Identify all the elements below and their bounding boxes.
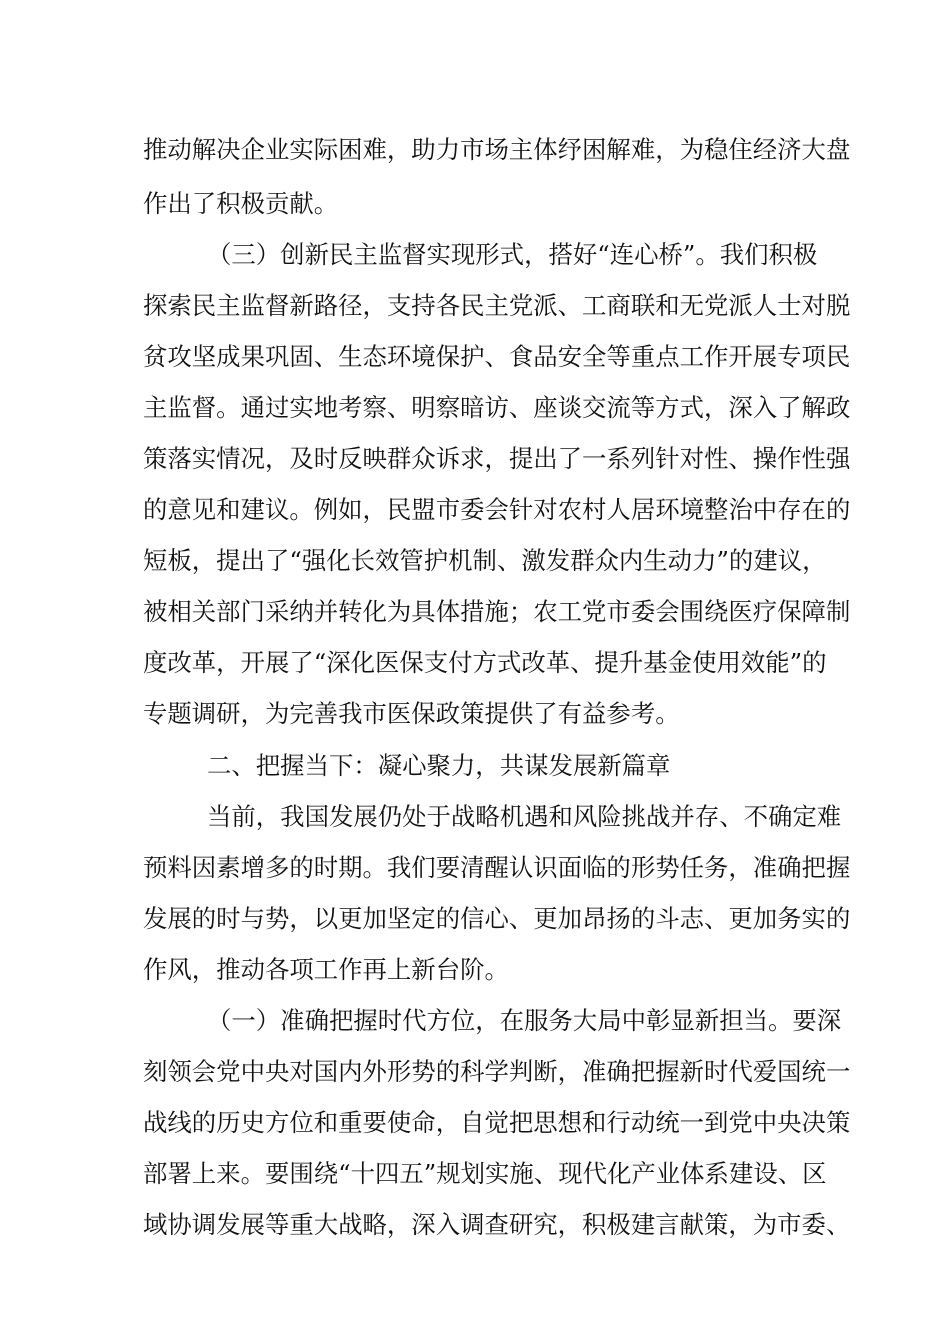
text-line: 当前，我国发展仍处于战略机遇和风险挑战并存、不确定难 xyxy=(207,802,842,831)
text-line: 短板，提出了“强化长效管护机制、激发群众内生动力”的建议， xyxy=(143,546,827,575)
text-line: 的意见和建议。例如，民盟市委会针对农村人居环境整治中存在的 xyxy=(143,495,851,524)
text-line: 刻领会党中央对国内外形势的科学判断，准确把握新时代爱国统一 xyxy=(143,1057,851,1086)
text-line: 策落实情况，及时反映群众诉求，提出了一系列针对性、操作性强 xyxy=(143,444,851,473)
text-line: 主监督。通过实地考察、明察暗访、座谈交流等方式，深入了解政 xyxy=(143,393,851,422)
text-line: 域协调发展等重大战略，深入调查研究，积极建言献策，为市委、 xyxy=(143,1210,851,1239)
section-heading-line: （一）准确把握时代方位，在服务大局中彰显新担当。要深 xyxy=(207,1006,842,1035)
text-line: 战线的历史方位和重要使命，自觉把思想和行动统一到党中央决策 xyxy=(143,1108,851,1137)
text-line: 作出了积极贡献。 xyxy=(143,189,339,218)
text-line: 被相关部门采纳并转化为具体措施；农工党市委会围绕医疗保障制 xyxy=(143,597,851,626)
text-line: 预料因素增多的时期。我们要清醒认识面临的形势任务，准确把握 xyxy=(143,853,851,882)
text-line: 部署上来。要围绕“十四五”规划实施、现代化产业体系建设、区 xyxy=(143,1159,827,1188)
text-line: 探索民主监督新路径，支持各民主党派、工商联和无党派人士对脱 xyxy=(143,291,851,320)
text-line: 推动解决企业实际困难，助力市场主体纾困解难，为稳住经济大盘 xyxy=(143,135,851,164)
text-line: 专题调研，为完善我市医保政策提供了有益参考。 xyxy=(143,699,680,728)
text-line: 贫攻坚成果巩固、生态环境保护、食品安全等重点工作开展专项民 xyxy=(143,342,851,371)
text-line: 发展的时与势，以更加坚定的信心、更加昂扬的斗志、更加务实的 xyxy=(143,904,851,933)
text-line: 度改革，开展了“深化医保支付方式改革、提升基金使用效能”的 xyxy=(143,648,827,677)
text-line: 作风，推动各项工作再上新台阶。 xyxy=(143,955,509,984)
chapter-heading: 二、把握当下：凝心聚力，共谋发展新篇章 xyxy=(207,751,671,780)
section-heading-line: （三）创新民主监督实现形式，搭好“连心桥”。我们积极 xyxy=(207,240,818,269)
